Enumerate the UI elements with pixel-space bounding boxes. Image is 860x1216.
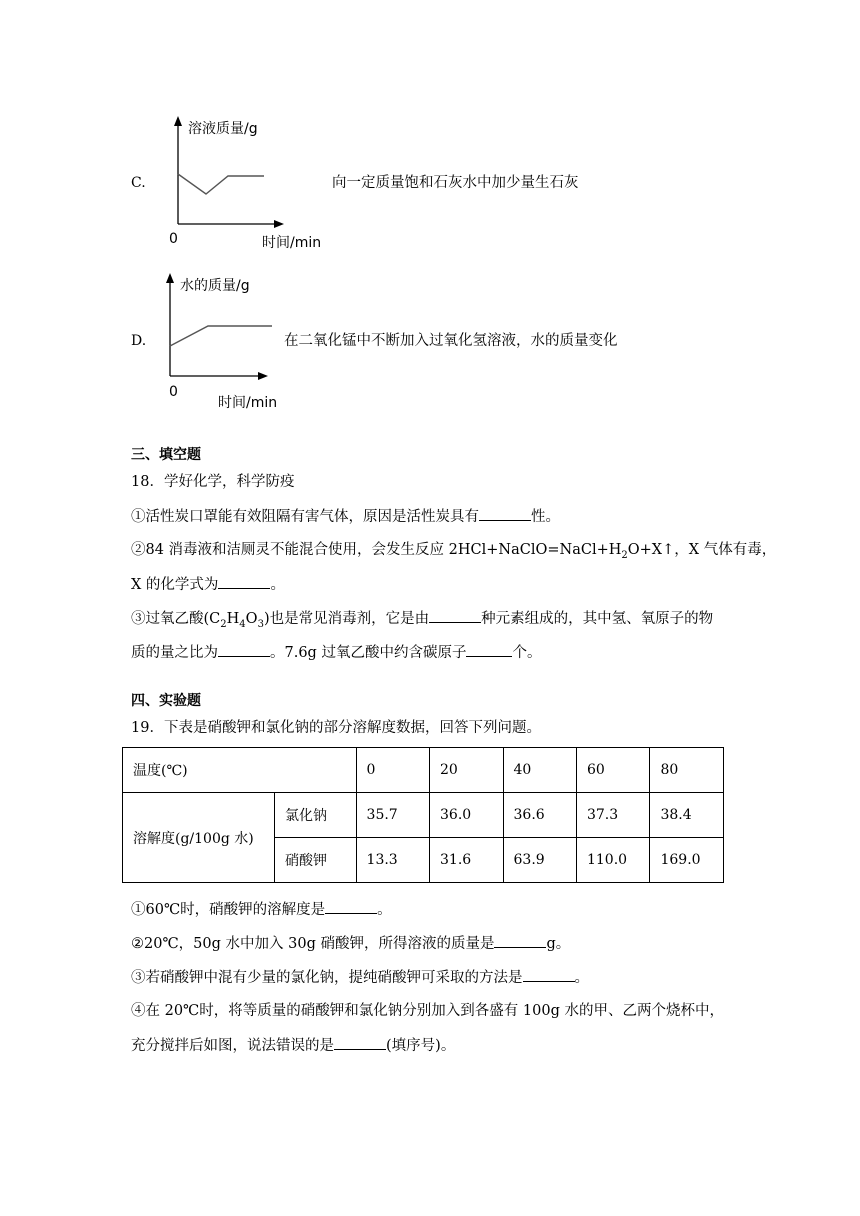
q18-part3-sub2: 4 [239,618,246,630]
graph-c-curve [178,174,264,194]
table-cell-value: 169.0 [650,838,724,883]
q18-part3-o: O [245,611,258,627]
q18-part3-text-d: 质的量之比为 [131,645,218,661]
table-cell-temp-label: 温度(℃) [123,748,357,793]
graph-c-origin: 0 [169,231,178,247]
q19-sub2-text-a: ②20℃，50g 水中加入 30g 硝酸钾，所得溶液的质量是 [131,936,495,952]
table-cell-value: 110.0 [576,838,649,883]
table-cell-substance: 硝酸钾 [275,838,357,883]
solubility-table [122,747,724,883]
graph-d-xlabel: 时间/min [218,395,278,411]
q18-part3-text-f: 个。 [512,645,542,661]
table-cell-value: 36.0 [430,793,503,838]
table-cell-value: 13.3 [356,838,429,883]
section-4-heading: 四、实验题 [131,693,201,709]
answer-blank[interactable] [429,608,481,623]
q19-sub4-line1: ④在 20℃时，将等质量的硝酸钾和氯化钠分别加入到各盛有 100g 水的甲、乙两个烧杯中， [131,1003,724,1019]
answer-blank[interactable] [479,506,531,521]
q18-part2-text-c: X 的化学式为 [131,577,219,593]
q19-sub3-text-b: 。 [574,970,589,986]
graph-c-y-arrow [174,116,182,126]
q18-part1-text-b: 性。 [531,509,560,525]
graph-d-curve [170,326,272,346]
q19-sub3 [131,967,589,988]
q19-sub2 [131,933,570,954]
option-letter-d: D. [131,333,147,349]
q19-sub4-text-b: 充分搅拌后如图，说法错误的是 [131,1038,334,1054]
q18-part3-text-a: ③过氧乙酸(C [131,611,221,627]
table-cell-value: 38.4 [650,793,724,838]
answer-blank[interactable] [466,642,512,657]
answer-blank[interactable] [523,967,575,982]
q19-sub4-text-c: (填序号)。 [386,1038,456,1054]
graph-d-ylabel: 水的质量/g [180,278,250,294]
table-cell-temp: 60 [576,748,649,793]
section-3-heading: 三、填空题 [131,447,201,463]
q18-part2-text-d: 。 [270,577,285,593]
graph-d-y-arrow [166,273,174,283]
option-d-description: 在二氧化锰中不断加入过氧化氢溶液，水的质量变化 [284,333,618,349]
q19-sub4-line2 [131,1035,455,1056]
table-row-nacl [123,793,724,838]
table-cell-substance: 氯化钠 [275,793,357,838]
q18-part1-text-a: ①活性炭口罩能有效阻隔有害气体，原因是活性炭具有 [131,509,479,525]
q19-sub1-text-b: 。 [377,902,392,918]
table-cell-temp: 0 [356,748,429,793]
q18-part3-h: H [226,611,240,627]
q18-part3-text-c: 种元素组成的，其中氢、氧原子的物 [481,611,714,627]
answer-blank[interactable] [494,933,546,948]
q18-part3-text-b: )也是常见消毒剂，它是由 [263,611,430,627]
q19-sub2-text-b: g。 [546,936,571,952]
q18-part2-text-b: O+X↑，X 气体有毒， [627,542,777,558]
answer-blank[interactable] [218,642,270,657]
answer-blank[interactable] [334,1035,386,1050]
graph-c-ylabel: 溶液质量/g [188,121,258,137]
answer-blank[interactable] [218,574,270,589]
option-c-description: 向一定质量饱和石灰水中加少量生石灰 [332,175,579,191]
graph-c-xlabel: 时间/min [262,235,322,251]
option-letter-c: C. [131,175,146,191]
answer-blank[interactable] [325,899,377,914]
q18-part2-line1 [131,540,776,566]
table-cell-value: 35.7 [356,793,429,838]
table-cell-value: 37.3 [576,793,649,838]
table-cell-sol-label: 溶解度(g/100g 水) [123,793,275,883]
table-cell-temp: 80 [650,748,724,793]
table-cell-temp: 40 [503,748,576,793]
table-row-temperature [123,748,724,793]
q18-part3-line2 [131,642,541,663]
q18-part3-sub3: 3 [257,618,264,630]
q18-part3-sub1: 2 [220,618,227,630]
table-cell-value: 36.6 [503,793,576,838]
table-cell-value: 31.6 [430,838,503,883]
table-cell-temp: 20 [430,748,503,793]
graph-d-origin: 0 [169,384,178,400]
graph-d-x-arrow [258,372,268,380]
q18-part2-line2 [131,574,285,595]
q19-sub1 [131,899,392,920]
q18-part2-subscript: 2 [621,549,628,561]
q19-sub1-text-a: ①60℃时，硝酸钾的溶解度是 [131,902,326,918]
q18-title: 18．学好化学，科学防疫 [131,474,295,490]
q18-part3-line1 [131,608,713,635]
q19-title: 19．下表是硝酸钾和氯化钠的部分溶解度数据，回答下列问题。 [131,720,541,736]
graph-c-x-arrow [274,220,284,228]
q19-sub3-text-a: ③若硝酸钾中混有少量的氯化钠，提纯硝酸钾可采取的方法是 [131,970,523,986]
table-cell-value: 63.9 [503,838,576,883]
q18-part1 [131,506,560,527]
q18-part3-text-e: 。7.6g 过氧乙酸中约含碳原子 [270,645,467,661]
q18-part2-text-a: ②84 消毒液和洁厕灵不能混合使用，会发生反应 2HCl+NaClO=NaCl+H [131,542,622,558]
